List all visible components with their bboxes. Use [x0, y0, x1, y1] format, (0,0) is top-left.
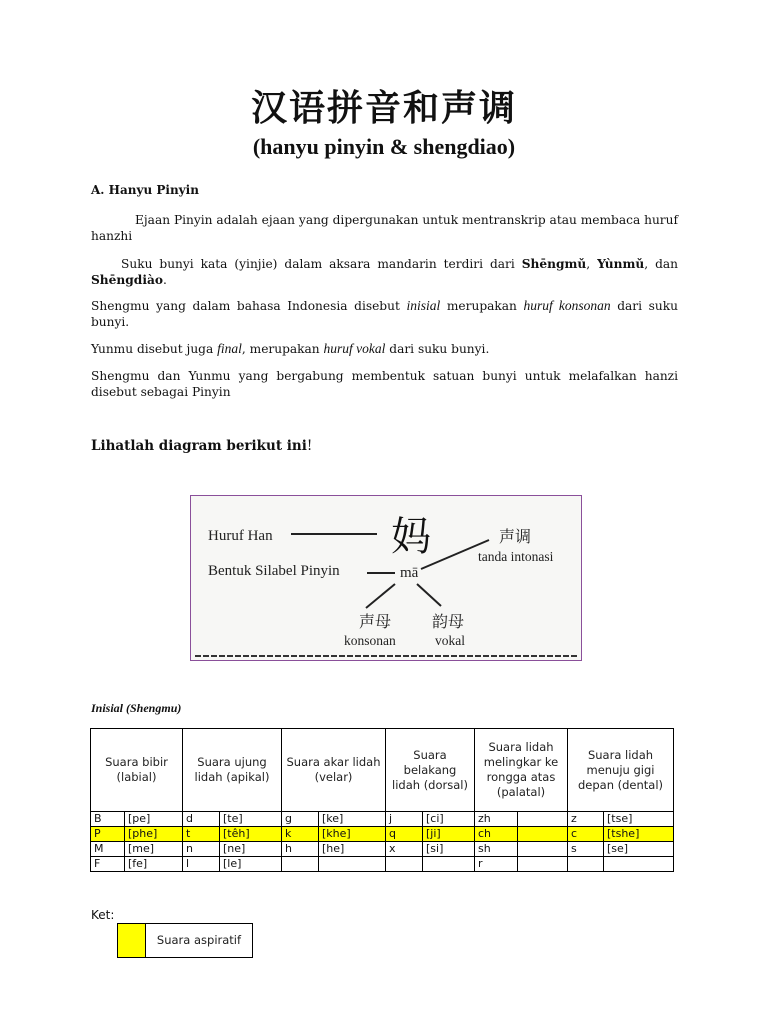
table-cell — [319, 857, 386, 872]
table-cell: x — [386, 842, 423, 857]
header-velar: Suara akar lidah (velar) — [282, 729, 386, 812]
table-cell: ch — [475, 827, 518, 842]
table-cell: [le] — [220, 857, 282, 872]
page-title-chinese: 汉语拼音和声调 — [250, 88, 517, 129]
diagram-intro: Lihatlah diagram berikut ini! — [91, 438, 313, 454]
header-palatal: Suara lidah melingkar ke rongga atas (palatal) — [475, 729, 568, 812]
table-cell: [ji] — [423, 827, 475, 842]
table-row — [91, 857, 674, 872]
legend-heading: Ket: — [91, 908, 115, 922]
table-cell: [se] — [604, 842, 674, 857]
table-row — [91, 842, 674, 857]
label-huruf-han: Huruf Han — [208, 528, 273, 544]
table-cell — [518, 812, 568, 827]
table-cell: [me] — [125, 842, 183, 857]
table-cell: [tshe] — [604, 827, 674, 842]
label-yunmu-cn: 韵母 — [432, 614, 465, 631]
header-labial: Suara bibir (labial) — [91, 729, 183, 812]
section-heading-hanyu-pinyin: A. Hanyu Pinyin — [91, 183, 199, 197]
shengmu-table — [90, 728, 674, 872]
table-cell: [si] — [423, 842, 475, 857]
table-cell: P — [91, 827, 125, 842]
header-apikal: Suara ujung lidah (apikal) — [183, 729, 282, 812]
paragraph-suku-bunyi: Suku bunyi kata (yinjie) dalam aksara mandarin terdiri dari Shēngmǔ, Yùnmǔ, dan Shēngdiào. — [91, 257, 679, 287]
table-cell — [282, 857, 319, 872]
hanzi-ma: 妈 — [391, 514, 431, 560]
table-cell: F — [91, 857, 125, 872]
table-cell: g — [282, 812, 319, 827]
table-cell: [fe] — [125, 857, 183, 872]
table-cell — [568, 857, 604, 872]
table-cell: [phe] — [125, 827, 183, 842]
table-cell: k — [282, 827, 319, 842]
header-dorsal: Suara belakang lidah (dorsal) — [386, 729, 475, 812]
table-cell: q — [386, 827, 423, 842]
table-row-aspirated — [91, 827, 674, 842]
header-dental: Suara lidah menuju gigi depan (dental) — [568, 729, 674, 812]
table-cell: t — [183, 827, 220, 842]
pinyin-diagram-svg — [191, 496, 583, 662]
table-cell: j — [386, 812, 423, 827]
connector-shengmu — [366, 584, 395, 608]
label-tanda-intonasi: tanda intonasi — [478, 549, 554, 564]
table-cell — [386, 857, 423, 872]
table-cell: [tse] — [604, 812, 674, 827]
table-cell: z — [568, 812, 604, 827]
paragraph-ejaan: Ejaan Pinyin adalah ejaan yang dipergunakan untuk mentranskrip atau membaca huruf hanzhi — [91, 213, 678, 243]
table-cell: [ne] — [220, 842, 282, 857]
table-row — [91, 812, 674, 827]
table-cell: [te] — [220, 812, 282, 827]
table-cell: M — [91, 842, 125, 857]
table-cell: [khe] — [319, 827, 386, 842]
label-bentuk-silabel: Bentuk Silabel Pinyin — [208, 563, 340, 579]
table-cell: n — [183, 842, 220, 857]
table-cell — [518, 857, 568, 872]
table-cell — [423, 857, 475, 872]
table-cell: l — [183, 857, 220, 872]
legend-swatch-yellow — [118, 924, 146, 958]
table-cell: zh — [475, 812, 518, 827]
paragraph-pinyin-definition: Shengmu dan Yunmu yang bergabung membentuk satuan bunyi untuk melafalkan hanzi disebut sebagai Pinyin — [91, 369, 678, 399]
table-cell: [ke] — [319, 812, 386, 827]
table-cell: c — [568, 827, 604, 842]
table-cell — [604, 857, 674, 872]
paragraph-shengmu: Shengmu yang dalam bahasa Indonesia disebut inisial merupakan huruf konsonan dari suku bunyi. — [91, 298, 678, 329]
table-cell: B — [91, 812, 125, 827]
table-cell — [518, 827, 568, 842]
table-cell: h — [282, 842, 319, 857]
table-cell: d — [183, 812, 220, 827]
table-cell — [518, 842, 568, 857]
table-header-row — [91, 729, 674, 812]
table-cell: [pe] — [125, 812, 183, 827]
label-shengmu-cn: 声母 — [359, 614, 392, 631]
legend-table — [117, 923, 253, 958]
pinyin-ma: mā — [400, 565, 419, 581]
label-vokal: vokal — [435, 633, 465, 648]
table-cell: r — [475, 857, 518, 872]
table-cell: [têh] — [220, 827, 282, 842]
table-cell: [ci] — [423, 812, 475, 827]
table-caption-inisial: Inisial (Shengmu) — [91, 701, 182, 715]
table-cell: sh — [475, 842, 518, 857]
label-shengdiao-cn: 声调 — [499, 529, 532, 546]
label-konsonan: konsonan — [344, 633, 396, 648]
legend-label-aspiratif: Suara aspiratif — [146, 924, 253, 958]
connector-yunmu — [417, 584, 441, 606]
pinyin-diagram — [190, 495, 582, 661]
table-cell: [he] — [319, 842, 386, 857]
paragraph-yunmu: Yunmu disebut juga final, merupakan huruf vokal dari suku bunyi. — [91, 341, 490, 356]
table-cell: s — [568, 842, 604, 857]
page-subtitle: (hanyu pinyin & shengdiao) — [252, 134, 516, 159]
